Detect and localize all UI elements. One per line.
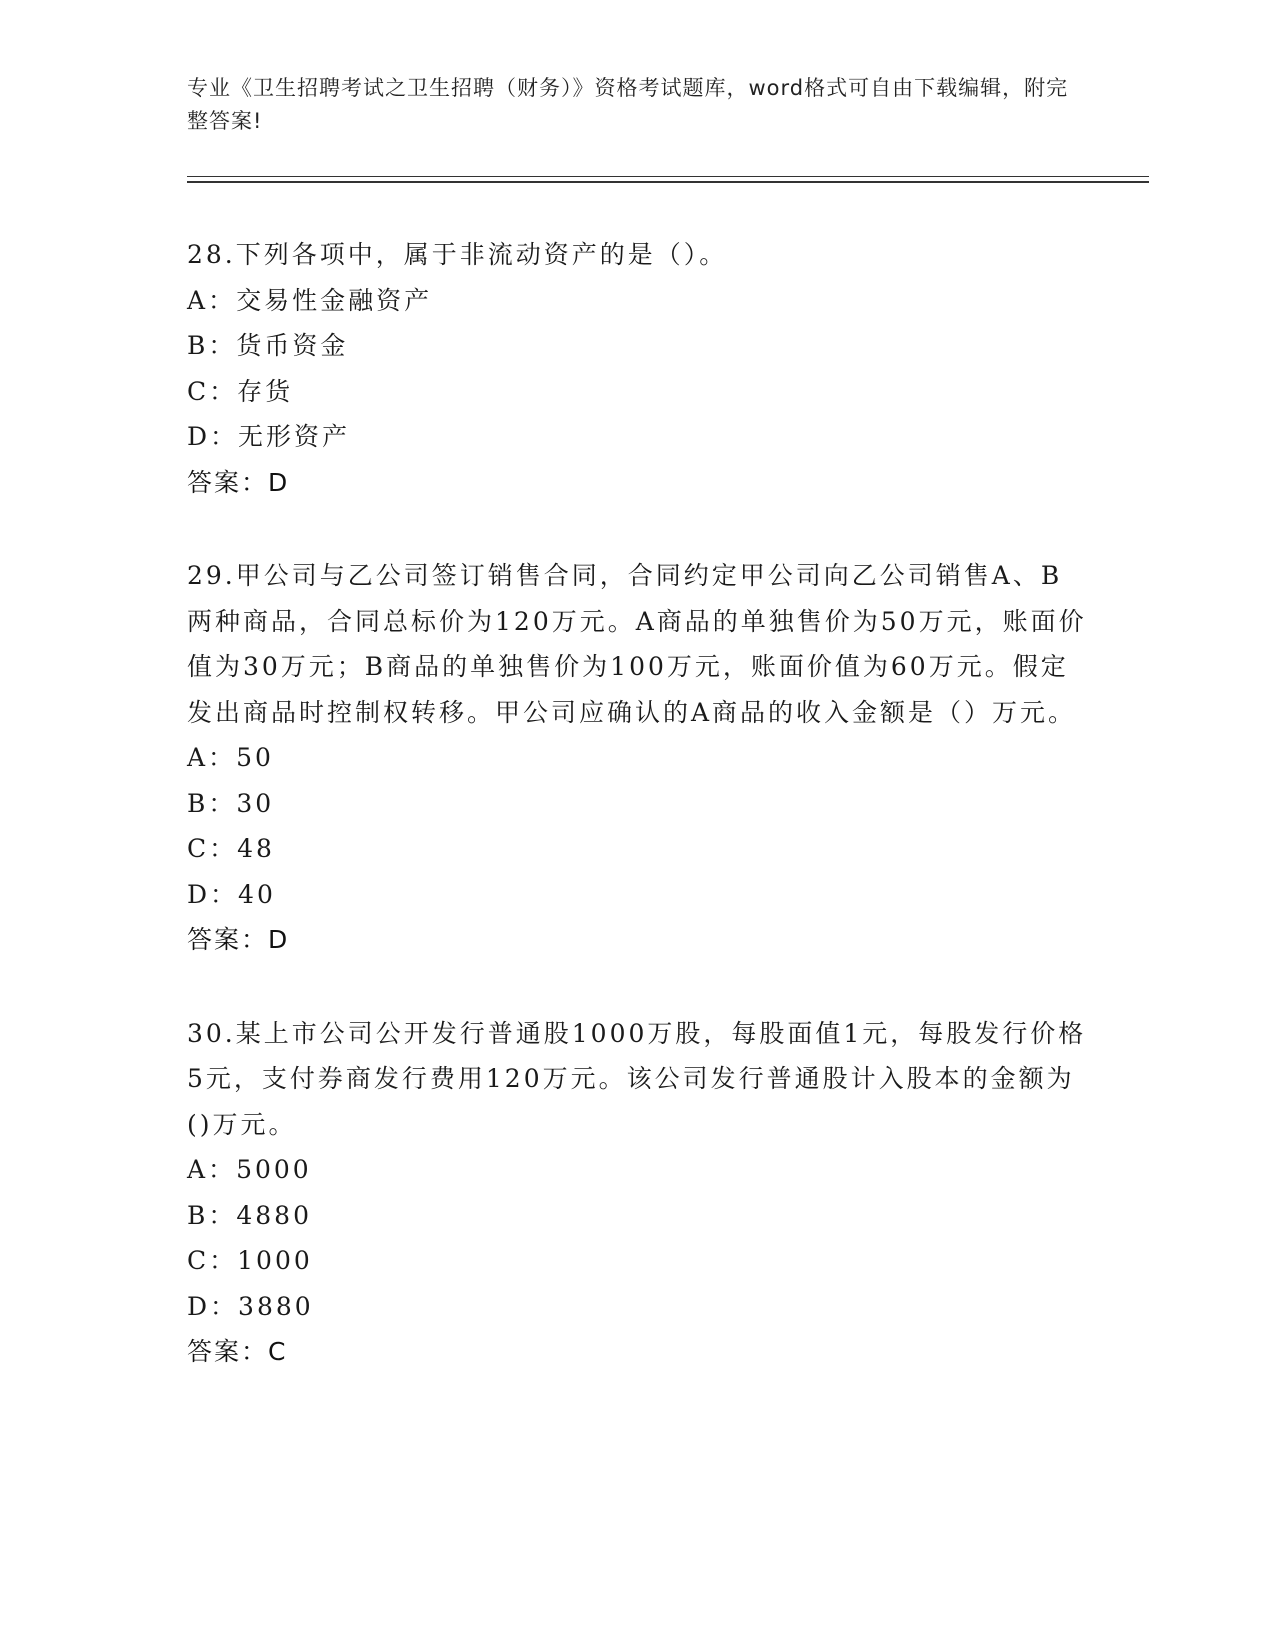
option-text: 交易性金融资产 bbox=[236, 285, 433, 315]
option-key: B： bbox=[187, 331, 237, 360]
option-text: 3880 bbox=[238, 1291, 314, 1321]
option-key: C： bbox=[187, 1246, 238, 1275]
question-29 bbox=[187, 553, 1087, 963]
question-30 bbox=[187, 1011, 1087, 1375]
option-c bbox=[187, 369, 1087, 415]
option-text: 50 bbox=[236, 743, 274, 772]
option-key: D： bbox=[187, 879, 239, 909]
option-text: 4880 bbox=[236, 1200, 312, 1230]
option-key: B： bbox=[187, 1200, 237, 1230]
option-text: 存货 bbox=[237, 376, 294, 406]
option-b bbox=[187, 781, 1087, 827]
option-a bbox=[187, 735, 1087, 781]
option-key: A： bbox=[187, 1155, 237, 1184]
option-key: C： bbox=[187, 834, 238, 863]
option-d bbox=[187, 414, 1087, 460]
option-key: B： bbox=[187, 788, 237, 818]
question-stem: 29.甲公司与乙公司签订销售合同，合同约定甲公司向乙公司销售A、B两种商品，合同总标价为120万元。A商品的单独售价为50万元，账面价值为30万元；B商品的单独售价为100万元，账面价值为60万元。假定发出商品时控制权转移。甲公司应确认的A商品的收入金额是（）万元。 bbox=[187, 561, 1087, 727]
answer-line: 答案：C bbox=[187, 1337, 288, 1366]
option-text: 48 bbox=[237, 834, 275, 863]
option-key: A： bbox=[187, 743, 237, 772]
answer-line: 答案：D bbox=[187, 925, 290, 954]
question-stem: 28.下列各项中，属于非流动资产的是（）。 bbox=[187, 240, 728, 269]
option-text: 1000 bbox=[237, 1246, 313, 1275]
header-divider-thin bbox=[187, 176, 1149, 177]
option-c bbox=[187, 826, 1087, 872]
option-key: D： bbox=[187, 422, 239, 451]
option-text: 无形资产 bbox=[238, 422, 351, 451]
option-c bbox=[187, 1238, 1087, 1284]
option-text: 30 bbox=[236, 788, 275, 818]
option-text: 货币资金 bbox=[236, 331, 349, 360]
option-a bbox=[187, 1147, 1087, 1193]
question-list bbox=[187, 232, 1087, 1423]
answer-line: 答案：D bbox=[187, 467, 290, 497]
header-divider-thick bbox=[187, 181, 1149, 183]
option-a bbox=[187, 278, 1087, 324]
question-28 bbox=[187, 232, 1087, 505]
option-d bbox=[187, 1284, 1087, 1330]
option-key: D： bbox=[187, 1291, 239, 1321]
option-b bbox=[187, 1193, 1087, 1239]
question-stem: 30.某上市公司公开发行普通股1000万股，每股面值1元，每股发行价格5元，支付券商发行费用120万元。该公司发行普通股计入股本的金额为()万元。 bbox=[187, 1018, 1087, 1139]
option-text: 5000 bbox=[236, 1155, 312, 1184]
option-d bbox=[187, 872, 1087, 918]
option-text: 40 bbox=[238, 879, 276, 909]
option-key: A： bbox=[187, 285, 237, 315]
document-header: 专业《卫生招聘考试之卫生招聘（财务）》资格考试题库，word格式可自由下载编辑，附完整答案! bbox=[187, 76, 1069, 133]
option-key: C： bbox=[187, 376, 238, 406]
option-b bbox=[187, 323, 1087, 369]
